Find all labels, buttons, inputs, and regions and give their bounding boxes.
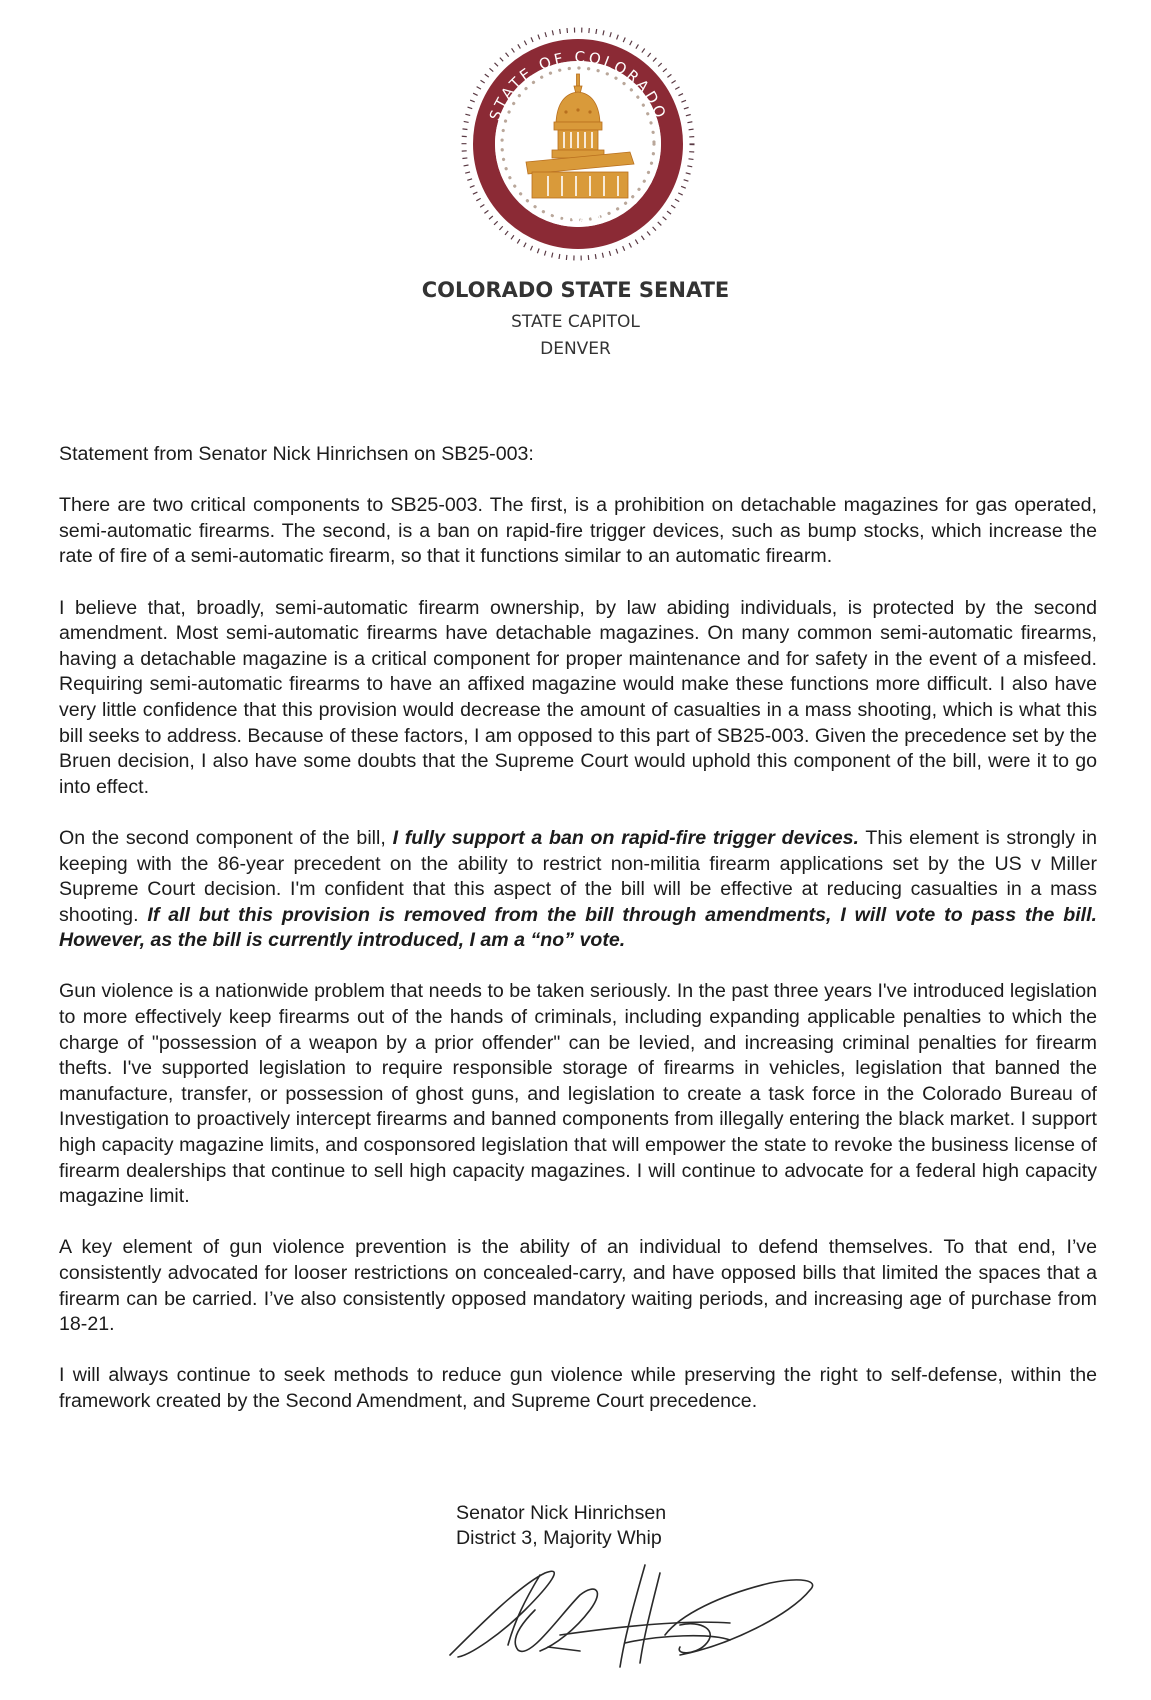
paragraph-3-text-b: This element is strongly in keeping with the 86-year precedent on the ability to restrict non-militia firearm applications set by the US v Miller Supreme Court decision. I'm confident that this aspect of the bill will be effective at reducing casualties in a mass shooting. bbox=[59, 826, 1097, 926]
organization-address-line-1: STATE CAPITOL bbox=[511, 312, 640, 332]
paragraph-2: I believe that, broadly, semi-automatic firearm ownership, by law abiding individuals, is protected by the second amendment. Most semi-automatic firearms have detachable magazines. On many common semi-automatic firearms, having a detachable magazine is a critical component for proper maintenance and for safety in the event of a misfeed. Requiring semi-automatic firearms to have an affixed magazine would make these functions more difficult. I also have very little confidence that this provision would decrease the amount of casualties in a mass shooting, which is what this bill seeks to address. Because of these factors, I am opposed to this part of SB25-003. Given the precedence set by the Bruen decision, I also have some doubts that the Supreme Court would uphold this component of the bill, were it to go into effect. bbox=[59, 596, 1097, 798]
signer-name: Senator Nick Hinrichsen bbox=[456, 1502, 667, 1524]
support-statement-emphasis: I fully support a ban on rapid-fire trigger devices. bbox=[392, 826, 859, 849]
vote-position-emphasis: If all but this provision is removed from the bill through amendments, I will vote to pass the bill. However, as the bill is currently introduced, I am a “no” vote. bbox=[59, 903, 1098, 952]
signature-block bbox=[456, 1501, 666, 1551]
signer-title: District 3, Majority Whip bbox=[456, 1527, 662, 1549]
paragraph-6: I will always continue to seek methods to reduce gun violence while preserving the right to self-defense, within the framework created by the Second Amendment, and Supreme Court precedence. bbox=[59, 1364, 1097, 1412]
svg-text:STATE OF COLORADO: STATE OF COLORADO bbox=[485, 47, 671, 123]
handwritten-signature-icon bbox=[430, 1555, 850, 1685]
paragraph-3 bbox=[59, 826, 1097, 954]
svg-text:SENATE: SENATE bbox=[546, 206, 610, 228]
organization-address-line-2: DENVER bbox=[540, 339, 611, 359]
paragraph-1: There are two critical components to SB25-003. The first, is a prohibition on detachable magazines for gas operated, semi-automatic firearms. The second, is a ban on rapid-fire trigger devices, such as bump stocks, which increase the rate of fire of a semi-automatic firearm, so that it functions similar to an automatic firearm. bbox=[59, 494, 1097, 568]
paragraph-4: Gun violence is a nationwide problem that needs to be taken seriously. In the past three years I've introduced legislation to more effectively keep firearms out of the hands of criminals, including expanding applicable penalties to which the charge of "possession of a weapon by a prior offender" can be levied, and increasing criminal penalties for firearm thefts. I've supported legislation to require responsible storage of firearms in vehicles, legislation that banned the manufacture, transfer, or possession of ghost guns, and legislation to create a task force in the Colorado Bureau of Investigation to proactively intercept firearms and banned components from illegally entering the black market. I support high capacity magazine limits, and cosponsored legislation that will empower the state to revoke the business license of firearm dealerships that continue to sell high capacity magazines. I will continue to advocate for a federal high capacity magazine limit. bbox=[59, 980, 1097, 1208]
organization-name: COLORADO STATE SENATE bbox=[421, 278, 730, 302]
senate-seal-icon bbox=[458, 24, 698, 264]
statement-body bbox=[59, 442, 1097, 1440]
paragraph-3-text-a: On the second component of the bill, bbox=[59, 826, 393, 849]
statement-heading: Statement from Senator Nick Hinrichsen on SB25-003: bbox=[59, 443, 534, 465]
paragraph-5: A key element of gun violence prevention is the ability of an individual to defend themselves. To that end, I’ve consistently advocated for looser restrictions on concealed-carry, and have opposed bills that limited the spaces that a firearm can be carried. I’ve also consistently opposed mandatory waiting periods, and increasing age of purchase from 18-21. bbox=[59, 1236, 1097, 1336]
